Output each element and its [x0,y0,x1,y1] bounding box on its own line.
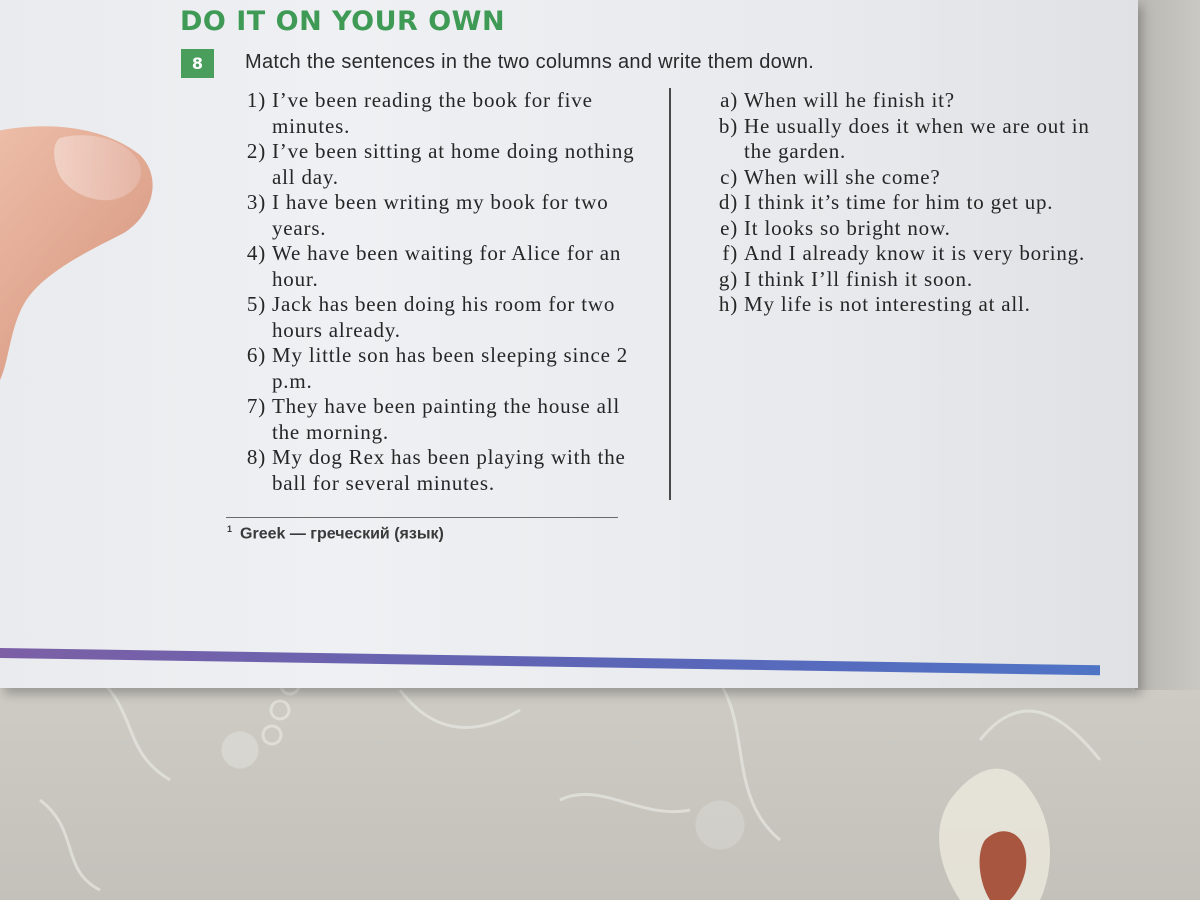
item-text: My little son has been sleeping since 2 p.m. [272,343,629,393]
right-sentence-column [706,88,1106,318]
list-item [706,88,1106,114]
item-text: He usually does it when we are out in the garden. [744,113,1090,163]
item-number: 4) [246,241,266,265]
item-text: And I already know it is very boring. [744,241,1086,265]
list-item [706,216,1106,242]
item-text: They have been painting the house all the morning. [272,394,620,444]
item-text: It looks so bright now. [744,215,951,240]
item-letter: b) [718,113,738,138]
list-item [706,241,1106,267]
list-item [234,190,654,241]
item-number: 8) [246,445,266,469]
list-item [234,88,654,139]
item-letter: c) [720,164,738,189]
list-item [234,292,654,343]
list-item [234,139,654,190]
item-letter: a) [720,88,738,112]
item-text: Jack has been doing his room for two hours already. [272,292,616,342]
list-item [234,343,654,394]
item-number: 6) [246,343,266,367]
list-item [706,165,1106,191]
left-sentence-column [234,88,654,496]
item-letter: d) [718,190,738,214]
exercise-instruction: Match the sentences in the two columns and write them down. [245,51,815,73]
list-item [706,292,1106,318]
item-text: When will she come? [744,164,941,189]
item-text: I think it’s time for him to get up. [744,190,1054,214]
item-text: I’ve been sitting at home doing nothing all day. [272,139,635,189]
list-item [706,190,1106,216]
item-number: 3) [246,190,266,214]
item-letter: e) [720,215,738,240]
item-number: 2) [246,139,266,163]
footnote-divider [226,517,618,518]
item-number: 1) [246,88,266,112]
item-text: We have been waiting for Alice for an hour. [272,241,622,291]
item-number: 7) [246,394,266,418]
list-item [234,445,654,496]
section-title: DO IT ON YOUR OWN [180,6,506,37]
column-divider [669,88,671,500]
item-letter: g) [718,266,738,291]
footnote-text: Greek — греческий (язык) [240,525,444,543]
book-cover-edge [0,648,1100,675]
background-edge [1135,0,1200,690]
item-text: I’ve been reading the book for five minutes. [272,88,593,138]
item-letter: f) [722,241,738,265]
item-text: My life is not interesting at all. [744,292,1031,316]
item-text: My dog Rex has been playing with the ball for several minutes. [272,445,626,495]
list-item [706,267,1106,293]
exercise-number-badge: 8 [181,49,214,78]
item-text: I think I’ll finish it soon. [744,266,973,291]
item-letter: h) [718,292,738,316]
list-item [234,241,654,292]
thumb [0,120,155,380]
item-text: When will he finish it? [744,88,955,112]
item-text: I have been writing my book for two years. [272,190,609,240]
list-item [706,114,1106,165]
list-item [234,394,654,445]
footnote-marker: 1 [227,524,233,534]
footnote [227,524,444,543]
item-number: 5) [246,292,266,316]
